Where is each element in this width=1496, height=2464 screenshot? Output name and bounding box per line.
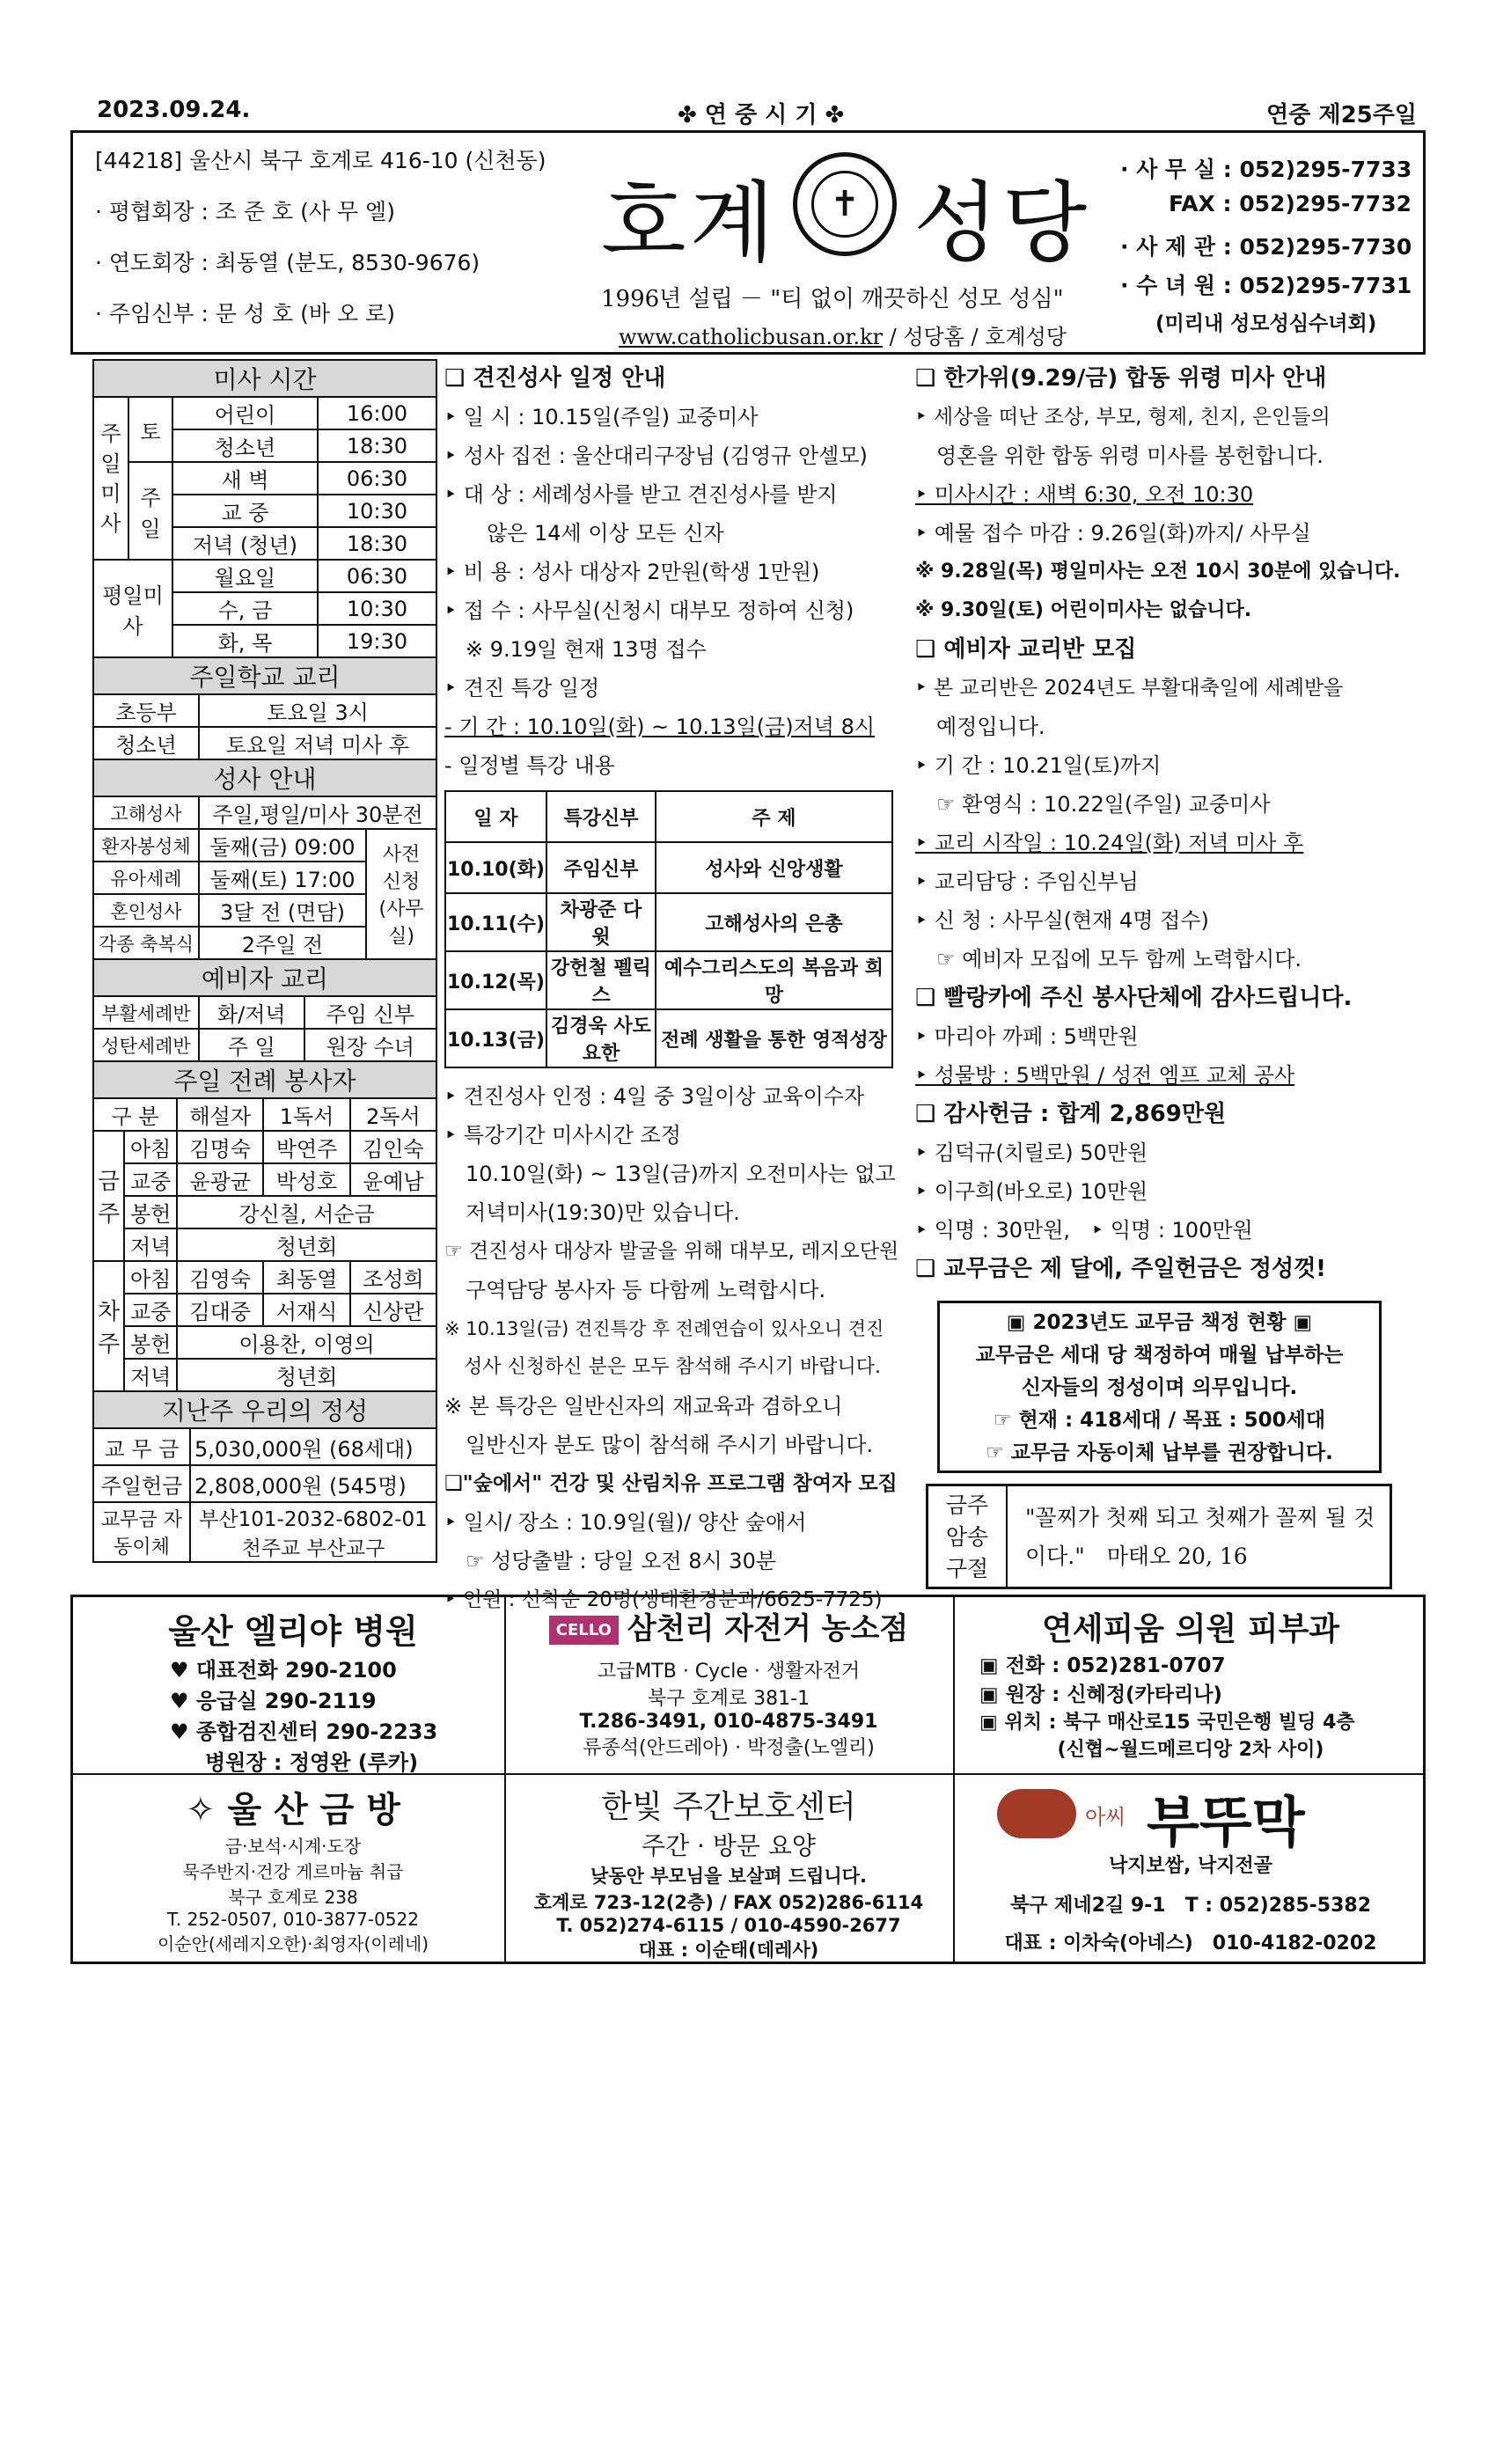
thanks-heading: ❑ 빨랑카에 주신 봉사단체에 감사드립니다.: [915, 985, 1353, 1011]
sunday-school-title: 주일학교 교리: [93, 657, 436, 694]
sacrament-time: 2주일 전: [199, 927, 366, 959]
pastor: · 주임신부 : 문 성 호 (바 오 로): [95, 301, 395, 326]
catechumen-table: [92, 958, 437, 1062]
server: 김대중: [177, 1294, 263, 1326]
sched-topic: 전례 생활을 통한 영적성장: [656, 1009, 892, 1067]
dues-heading: ❑ 교무금은 제 달에, 주일헌금은 정성껏!: [915, 1256, 1327, 1282]
servers-head: 구 분: [93, 1098, 177, 1131]
ad-line: 고급MTB · Cycle · 생활자전거: [597, 1661, 861, 1683]
ads-divider: [504, 1597, 506, 1962]
ad-line: 북구 제네2길 9-1 T : 052)285-5382: [1009, 1895, 1372, 1917]
middle-column: [444, 359, 902, 1619]
sacrament-table: [92, 759, 437, 960]
grade: 청소년: [93, 727, 199, 759]
sched-priest: 차광준 다 윗: [546, 893, 656, 951]
slot: 저녁: [124, 1228, 177, 1261]
mass-time: 10:30: [346, 596, 408, 621]
servers-head: 1독서: [263, 1098, 349, 1131]
slot: 아침: [124, 1131, 177, 1163]
mass-times-title: 미사 시간: [93, 360, 436, 397]
saturday-label: 토: [128, 397, 172, 462]
notice-line: 예정입니다.: [915, 715, 1045, 739]
sunday-school-table: [92, 656, 437, 760]
address: [44218] 울산시 북구 호계로 416-10 (신천동): [95, 148, 546, 173]
sacrament-name: 고해성사: [93, 796, 199, 829]
ad-title-text: 삼천리 자전거 농소점: [627, 1611, 909, 1646]
mass-name: 월요일: [173, 561, 318, 591]
offering-title: 지난주 우리의 정성: [93, 1391, 436, 1428]
catechumen-heading: ❑ 예비자 교리반 모집: [915, 636, 1137, 663]
slot: 아침: [124, 1261, 177, 1294]
ad-title: [513, 1604, 944, 1647]
servers-title: 주일 전례 봉사자: [93, 1061, 436, 1098]
left-column: [92, 359, 437, 1563]
notice-line: ‣ 성사 집전 : 울산대리구장님 (김영규 안셀모): [444, 444, 868, 468]
liturgical-week: 연중 제25주일: [1266, 102, 1417, 128]
sunday-label: 주일: [128, 462, 172, 560]
mass-name: 저녁 (청년): [173, 528, 318, 559]
notice-line: - 기 간 : 10.10일(화) ~ 10.13일(금)저녁 8시: [444, 715, 876, 739]
ad-line: (신협~월드메르디앙 2차 사이): [1057, 1739, 1324, 1761]
notice-line: 10.10일(화) ~ 13일(금)까지 오전미사는 없고: [444, 1162, 896, 1186]
liturgical-season: ✤ 연 중 시 기 ✤: [678, 102, 845, 128]
phone-office: · 사 무 실 : 052)295-7733: [1120, 157, 1412, 182]
offering-value: 2,808,000원 (545명): [190, 1465, 436, 1502]
ads-frame: [70, 1595, 1426, 1964]
dues-box-title: ▣ 2023년도 교무금 책정 현황 ▣: [1006, 1311, 1313, 1334]
server: 최동열: [263, 1261, 349, 1294]
mass-time: 18:30: [346, 531, 408, 556]
notice-line: ‣ 견진성사 인정 : 4일 중 3일이상 교육이수자: [444, 1084, 865, 1109]
dues-box-line: 교무금은 세대 당 책정하여 매월 납부하는: [975, 1344, 1344, 1367]
ad-line: T.286-3491, 010-4875-3491: [579, 1711, 878, 1733]
server: 서재식: [263, 1294, 349, 1326]
notice-line: ‣ 접 수 : 사무실(신청시 대부모 정하여 신청): [444, 598, 854, 623]
server: 신상란: [350, 1294, 436, 1326]
notice-line: 영혼을 위한 합동 위령 미사를 봉헌합니다.: [915, 444, 1324, 468]
council-president: · 평협회장 : 조 준 호 (사 무 엘): [95, 199, 395, 224]
lecture-schedule-table: [444, 790, 893, 1068]
notice-line: ‣ 견진 특강 일정: [444, 676, 600, 700]
notice-line: ‣ 특강기간 미사시간 조정: [444, 1123, 681, 1148]
ad-line: 북구 호계로 381-1: [647, 1688, 810, 1710]
ad-clinic: [962, 1604, 1419, 1762]
ad-hospital: [91, 1604, 495, 1776]
notice-line: 않은 14세 이상 모든 신자: [444, 521, 724, 546]
ad-line: 대표 : 이차숙(아네스) 010-4182-0202: [1004, 1932, 1377, 1954]
sched-head: 일 자: [445, 791, 546, 842]
mass-time: 10:30: [346, 498, 408, 524]
notice-line: ‣ 인원 : 선착순 20명(생태환경분과/6625-7725): [444, 1588, 883, 1611]
ads-divider: [953, 1597, 955, 1962]
mass-name: 새 벽: [173, 463, 318, 494]
mass-name: 청소년: [173, 430, 318, 461]
offering-label: 교 무 금: [93, 1428, 190, 1465]
mass-name: 화, 목: [173, 626, 318, 656]
top-line: [70, 92, 1426, 129]
notice-line: ☞ 성당출발 : 당일 오전 8시 30분: [444, 1549, 777, 1573]
server: 강신칠, 서순금: [177, 1196, 436, 1228]
ad-bicycle: [513, 1604, 944, 1760]
class-name: 부활세례반: [93, 996, 199, 1029]
next-week-label: 차주: [93, 1261, 124, 1391]
memorial-mass-heading: ❑ 한가위(9.29/금) 합동 위령 미사 안내: [915, 365, 1327, 392]
class-time: 토요일 3시: [199, 694, 436, 727]
mass-times-table: [92, 359, 437, 658]
slot: 봉헌: [124, 1326, 177, 1359]
mass-time: 06:30: [346, 563, 408, 589]
class-name: 성탄세례반: [93, 1029, 199, 1061]
ad-title: ✧ 울 산 금 방: [186, 1790, 400, 1830]
this-week-label: 금주: [93, 1131, 124, 1261]
right-column: [915, 359, 1417, 1288]
servers-head: 2독서: [350, 1098, 436, 1131]
cross-icon: ✝: [811, 171, 878, 238]
offering-value: 5,030,000원 (68세대): [190, 1428, 436, 1465]
sched-date: 10.12(목): [445, 951, 546, 1009]
ad-line: 호계로 723-12(2층) / FAX 052)286-6114: [533, 1892, 924, 1913]
mass-time: 16:00: [346, 400, 408, 426]
sched-topic: 예수그리스도의 복음과 희망: [656, 951, 892, 1009]
server: 윤광균: [177, 1163, 263, 1196]
ad-line: 류종석(안드레아) · 박정출(노엘리): [583, 1737, 875, 1759]
notice-line: ‣ 세상을 떠난 조상, 부모, 형제, 친지, 은인들의: [915, 406, 1331, 429]
ad-title: 울산 엘리야 병원: [168, 1612, 418, 1651]
dues-box-line: ☞ 현재 : 418세대 / 목표 : 500세대: [993, 1409, 1326, 1432]
sacrament-time: 주일,평일/미사 30분전: [199, 796, 436, 829]
ad-line: ♥ 대표전화 290-2100: [170, 1658, 397, 1683]
verse-label: 금주 암송 구절: [928, 1486, 1008, 1587]
notice-line: ‣ 본 교리반은 2024년도 부활대축일에 세례받을: [915, 677, 1344, 700]
ad-jewelry: [91, 1782, 495, 1955]
notice-line: ‣ 교리 시작일 : 10.24일(화) 저녁 미사 후: [915, 831, 1304, 855]
slot: 봉헌: [124, 1196, 177, 1228]
ad-line: T. 052)274-6115 / 010-4590-2677: [556, 1915, 901, 1936]
sacrament-title: 성사 안내: [93, 759, 436, 796]
ad-line: 병원장 : 정영완 (루카): [205, 1750, 419, 1775]
ad-line: ▣ 원장 : 신혜정(카타리나): [979, 1683, 1222, 1706]
food-pot-icon: [997, 1789, 1076, 1838]
slot: 교중: [124, 1163, 177, 1196]
servers-table: [92, 1060, 437, 1392]
parish-title-right: 성당: [913, 172, 1091, 275]
sched-topic: 성사와 신앙생활: [656, 842, 892, 893]
issue-date: 2023.09.24.: [97, 97, 251, 123]
notice-line: 성사 신청하신 분은 모두 참석해 주시기 바랍니다.: [444, 1356, 881, 1378]
notice-line: ‣ 미사시간 : 새벽 6:30, 오전 10:30: [915, 482, 1254, 507]
notice-line: ‣ 익명 : 30만원, ‣ 익명 : 100만원: [915, 1218, 1253, 1243]
class-teacher: 주임 신부: [304, 996, 437, 1029]
restaurant-logo: [962, 1782, 1419, 1854]
thanks-offering-heading: ❑ 감사헌금 : 합계 2,869만원: [915, 1101, 1227, 1127]
notice-line: ※ 9.19일 현재 13명 접수: [444, 637, 707, 662]
dues-box-line: 신자들의 정성이며 의무입니다.: [1021, 1376, 1298, 1399]
sacrament-time: 둘째(토) 17:00: [199, 862, 366, 894]
class-time: 주 일: [199, 1029, 304, 1061]
server: 윤예남: [350, 1163, 436, 1196]
mass-time: 19:30: [346, 628, 408, 654]
notice-line: ‣ 성물방 : 5백만원 / 성전 엠프 교체 공사: [915, 1063, 1295, 1088]
dues-box-line: ☞ 교무금 자동이체 납부를 권장합니다.: [986, 1441, 1333, 1464]
ad-title: 연세피움 의원 피부과: [1041, 1611, 1340, 1647]
sched-topic: 고해성사의 은총: [656, 893, 892, 951]
ad-line: ♥ 응급실 290-2119: [170, 1689, 377, 1713]
sched-date: 10.11(수): [445, 893, 546, 951]
ad-line: ♥ 종합검진센터 290-2233: [170, 1720, 438, 1744]
advance-request-note: 사전 신청 (사무실): [366, 829, 436, 959]
mass-time: 06:30: [346, 466, 408, 491]
sunday-mass-label: 주일미사: [93, 397, 128, 560]
server: 박성호: [263, 1163, 349, 1196]
mass-name: 수, 금: [173, 593, 318, 624]
restaurant-name: 부뚜막: [1147, 1790, 1305, 1854]
grade: 초등부: [93, 694, 199, 727]
verse-text: "꼴찌가 첫째 되고 첫째가 꼴찌 될 것이다." 마태오 20, 16: [1025, 1505, 1375, 1569]
notice-line: ☞ 환영식 : 10.22일(주일) 교중미사: [915, 792, 1271, 817]
slot: 교중: [124, 1294, 177, 1326]
server: 청년회: [177, 1359, 436, 1391]
server: 조성희: [350, 1261, 436, 1294]
sacrament-time: 둘째(금) 09:00: [199, 829, 366, 862]
ad-title: 한빛 주간보호센터: [601, 1789, 856, 1825]
server: 김인숙: [350, 1131, 436, 1163]
sched-date: 10.13(금): [445, 1009, 546, 1067]
server: 이용찬, 이영의: [177, 1326, 436, 1359]
region-president: · 연도회장 : 최동열 (분도, 8530-9676): [95, 250, 480, 275]
notice-line: ‣ 마리아 까페 : 5백만원: [915, 1024, 1139, 1049]
notice-line: ‣ 예물 접수 마감 : 9.26일(화)까지/ 사무실: [915, 521, 1311, 546]
cello-logo: CELLO: [549, 1616, 619, 1645]
ad-line: 묵주반지·건강 게르마늄 취급: [182, 1861, 404, 1882]
mass-name: 교 중: [173, 495, 318, 526]
dues-box: [937, 1301, 1382, 1473]
ad-line: 이순안(세레지오한)·최영자(이레네): [157, 1933, 429, 1954]
sched-head: 주 제: [656, 791, 892, 842]
catechumen-title: 예비자 교리: [93, 959, 436, 996]
website: [619, 319, 1067, 350]
offering-label: 주일헌금: [93, 1465, 190, 1502]
ad-line: T. 252-0507, 010-3877-0522: [167, 1909, 419, 1930]
class-teacher: 원장 수녀: [304, 1029, 437, 1061]
ad-line: 대표 : 이순태(데레사): [638, 1940, 819, 1961]
sacrament-name: 유아세례: [93, 862, 199, 894]
ad-daycare: [513, 1782, 944, 1962]
notice-line: ※ 10.13일(금) 견진특강 후 전례연습이 있사오니 견진: [444, 1318, 884, 1339]
server: 청년회: [177, 1228, 436, 1261]
servers-head: 해설자: [177, 1098, 263, 1131]
sched-priest: 강헌철 펠릭스: [546, 951, 656, 1009]
weekday-mass-label: 평일미사: [93, 560, 172, 657]
server: 박연주: [263, 1131, 349, 1163]
season-label: 연 중 시 기: [704, 102, 818, 128]
ad-line: 낙지보쌈, 낙지전골: [1108, 1855, 1273, 1877]
notice-line: - 일정별 특강 내용: [444, 753, 615, 778]
notice-line: ‣ 김덕규(치릴로) 50만원: [915, 1140, 1148, 1165]
server: 김영숙: [177, 1261, 263, 1294]
website-link[interactable]: www.catholicbusan.or.kr: [619, 325, 883, 349]
notice-line: ‣ 대 상 : 세례성사를 받고 견진성사를 받지: [444, 482, 838, 507]
class-time: 토요일 저녁 미사 후: [199, 727, 436, 759]
notice-line: ☞ 예비자 모집에 모두 함께 노력합시다.: [915, 947, 1302, 972]
offering-table: [92, 1390, 437, 1563]
ad-line: 금·보석·시계·도장: [224, 1836, 362, 1857]
notice-line: ‣ 비 용 : 성사 대상자 2만원(학생 1만원): [444, 560, 820, 584]
ad-subtitle: 주간 · 방문 요양: [642, 1831, 816, 1860]
slot: 저녁: [124, 1359, 177, 1391]
sched-date: 10.10(화): [445, 842, 546, 893]
notice-line: ※ 본 특강은 일반신자의 재교육과 겸하오니: [444, 1394, 843, 1419]
phone-convent: · 수 녀 원 : 052)295-7731: [1120, 273, 1412, 298]
auto-transfer-label: 교무금 자동이체: [93, 1502, 190, 1562]
notice-line: 저녁미사(19:30)만 있습니다.: [444, 1200, 740, 1225]
forest-heading: ❑"숲에서" 건강 및 산림치유 프로그램 참여자 모집: [444, 1472, 898, 1495]
ad-restaurant: [962, 1782, 1419, 1955]
restaurant-prefix: 아씨: [1085, 1805, 1126, 1830]
sched-priest: 주임신부: [546, 842, 656, 893]
convent-name: (미리내 성모성심수녀회): [1155, 312, 1377, 335]
ad-line: 북구 호계로 238: [228, 1887, 358, 1908]
notice-line: ‣ 신 청 : 사무실(현재 4명 접수): [915, 908, 1209, 933]
sched-priest: 김경욱 사도요한: [546, 1009, 656, 1067]
notice-line: ☞ 견진성사 대상자 발굴을 위해 대부모, 레지오단원: [444, 1240, 899, 1263]
server: 김명숙: [177, 1131, 263, 1163]
confirmation-heading: ❑ 견진성사 일정 안내: [444, 365, 666, 392]
header-box: [70, 130, 1426, 355]
sacrament-name: 혼인성사: [93, 894, 199, 927]
notice-line: ‣ 이구희(바오로) 10만원: [915, 1179, 1148, 1204]
phone-fax: FAX : 052)295-7732: [1169, 191, 1412, 216]
founding-motto: 1996년 설립 － "티 없이 깨끗하신 성모 성심": [601, 286, 1064, 312]
sacrament-name: 각종 축복식: [93, 927, 199, 959]
sacrament-name: 환자봉성체: [93, 829, 199, 862]
auto-transfer-account: 부산101-2032-6802-01 천주교 부산교구: [190, 1502, 436, 1562]
notice-line: ※ 9.28일(목) 평일미사는 오전 10시 30분에 있습니다.: [915, 561, 1401, 583]
ad-line: 낮동안 부모님을 보살펴 드립니다.: [590, 1866, 867, 1887]
phone-rectory: · 사 제 관 : 052)295-7730: [1120, 234, 1412, 260]
notice-line: ‣ 일 시 : 10.15일(주일) 교중미사: [444, 405, 759, 429]
notice-line: ※ 9.30일(토) 어린이미사는 없습니다.: [915, 599, 1252, 621]
notice-line: 일반신자 분도 많이 참석해 주시기 바랍니다.: [444, 1433, 874, 1457]
notice-line: 구역담당 봉사자 등 다함께 노력합시다.: [444, 1278, 826, 1302]
parish-title-left: 호계: [601, 172, 779, 275]
website-path: / 성당홈 / 호계성당: [882, 325, 1067, 349]
mass-name: 어린이: [173, 398, 318, 429]
notice-line: ‣ 일시/ 장소 : 10.9일(월)/ 양산 숲애서: [444, 1510, 807, 1535]
mass-time: 18:30: [346, 433, 408, 458]
notice-line: ‣ 교리담당 : 주임신부님: [915, 869, 1139, 894]
parish-seal-icon: [793, 152, 897, 256]
notice-line: ‣ 기 간 : 10.21일(토)까지: [915, 753, 1162, 778]
verse-box: [926, 1484, 1392, 1589]
ad-line: ▣ 위치 : 북구 매산로15 국민은행 빌딩 4층: [979, 1712, 1355, 1734]
class-time: 화/저녁: [199, 996, 304, 1029]
ad-line: ▣ 전화 : 052)281-0707: [979, 1654, 1226, 1677]
sched-head: 특강신부: [546, 791, 656, 842]
sacrament-time: 3달 전 (면담): [199, 894, 366, 927]
